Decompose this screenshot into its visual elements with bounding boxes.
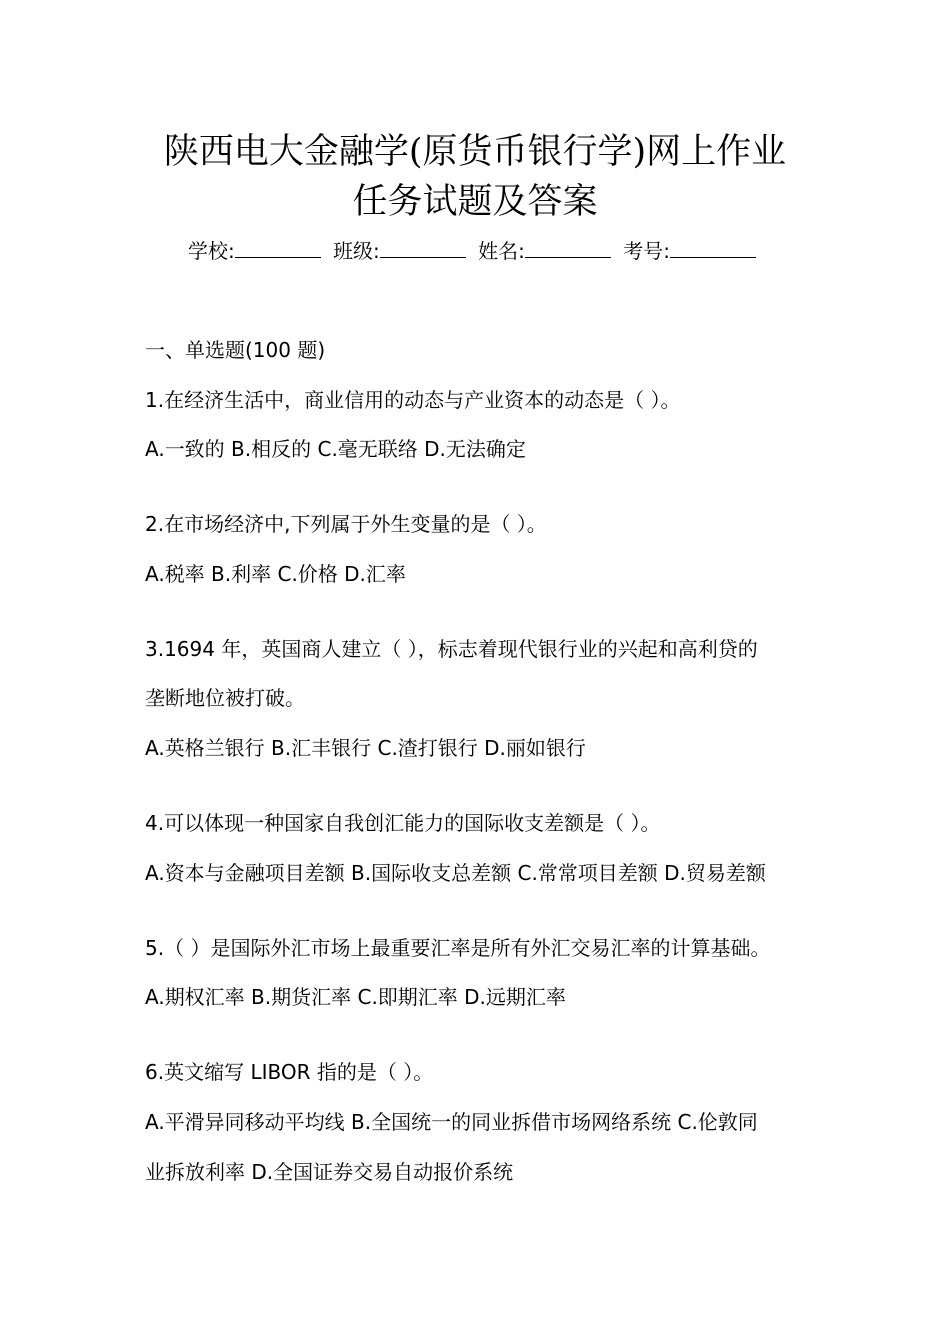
question-3-stem-line-1: 3.1694 年，英国商人建立（ ），标志着现代银行业的兴起和高利贷的 — [145, 637, 758, 661]
student-info-line — [0, 236, 950, 266]
question-3-options: A.英格兰银行 B.汇丰银行 C.渣打银行 D.丽如银行 — [145, 736, 586, 760]
question-4-options: A.资本与金融项目差额 B.国际收支总差额 C.常常项目差额 D.贸易差额 — [145, 861, 766, 885]
name-blank[interactable] — [525, 239, 611, 258]
question-1-options: A.一致的 B.相反的 C.毫无联络 D.无法确定 — [145, 437, 526, 461]
question-2-options: A.税率 B.利率 C.价格 D.汇率 — [145, 562, 406, 586]
question-6-options-line-2: 业拆放利率 D.全国证券交易自动报价系统 — [145, 1160, 514, 1184]
section-heading: 一、单选题(100 题) — [145, 338, 326, 362]
school-label: 学校: — [187, 239, 235, 263]
question-5-options: A.期权汇率 B.期货汇率 C.即期汇率 D.远期汇率 — [145, 985, 566, 1009]
question-6-stem: 6.英文缩写 LIBOR 指的是（ ）。 — [145, 1060, 434, 1084]
question-1-stem: 1.在经济生活中，商业信用的动态与产业资本的动态是（ ）。 — [145, 388, 681, 412]
question-4-stem: 4.可以体现一种国家自我创汇能力的国际收支差额是（ ）。 — [145, 811, 661, 835]
question-2-stem: 2.在市场经济中,下列属于外生变量的是（ ）。 — [145, 512, 547, 536]
school-blank[interactable] — [235, 239, 321, 258]
question-3-stem-line-2: 垄断地位被打破。 — [145, 686, 305, 710]
question-5-stem: 5.（ ）是国际外汇市场上最重要汇率是所有外汇交易汇率的计算基础。 — [145, 936, 771, 960]
exam-number-blank[interactable] — [670, 239, 756, 258]
question-6-options-line-1: A.平滑异同移动平均线 B.全国统一的同业拆借市场网络系统 C.伦敦同 — [145, 1110, 758, 1134]
class-label: 班级: — [333, 239, 380, 263]
class-blank[interactable] — [380, 239, 466, 258]
exam-number-label: 考号: — [623, 239, 671, 263]
name-label: 姓名: — [478, 239, 525, 263]
document-title-line-1: 陕西电大金融学(原货币银行学)网上作业 — [163, 132, 787, 172]
document-title-line-2: 任务试题及答案 — [352, 182, 598, 222]
